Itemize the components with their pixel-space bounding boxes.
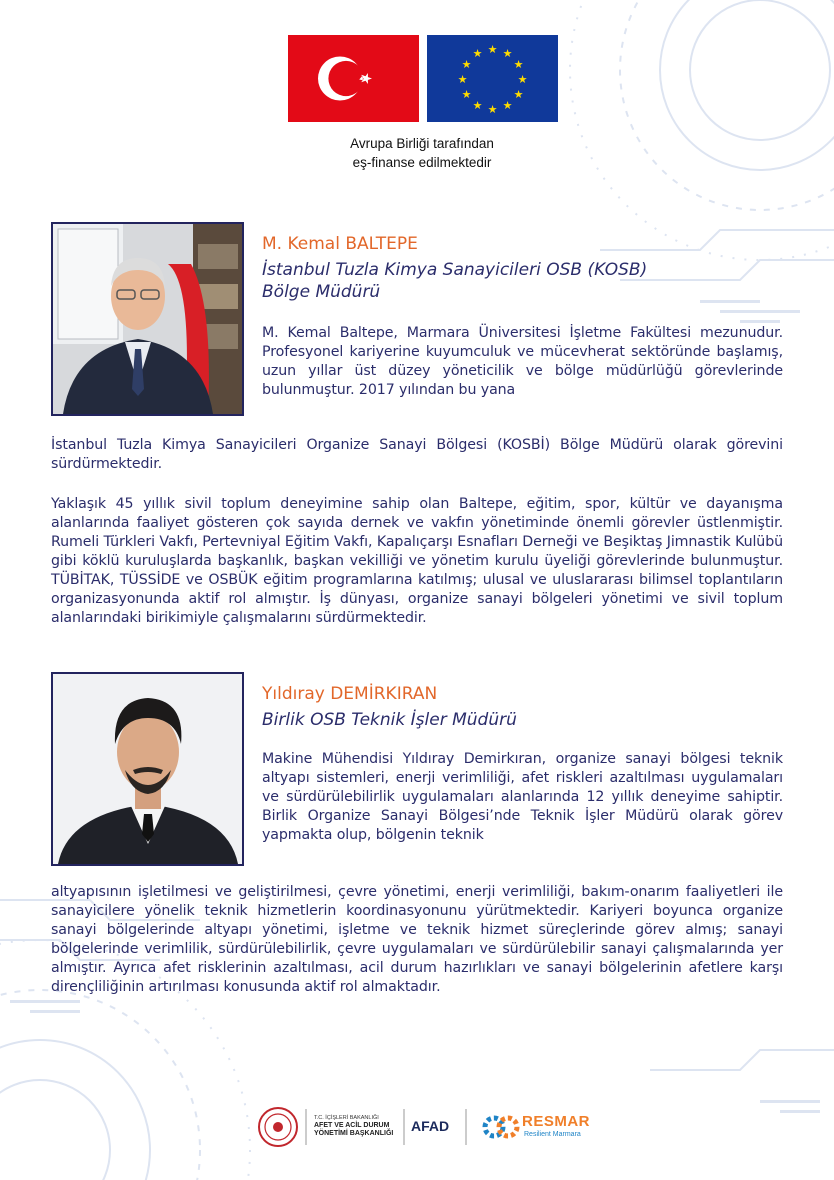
person2-name: Yıldıray DEMİRKIRAN bbox=[262, 684, 438, 704]
ministry-text bbox=[314, 1114, 402, 1138]
person1-photo bbox=[51, 222, 244, 416]
svg-text:★: ★ bbox=[513, 88, 524, 101]
person1-role bbox=[262, 259, 647, 303]
resmar-logo-text: RESMAR bbox=[522, 1113, 591, 1130]
resmar-gear-icon bbox=[485, 1118, 517, 1136]
footer-logos bbox=[256, 1103, 596, 1151]
ministry-line-3: YÖNETİMİ BAŞKANLIĞI bbox=[314, 1130, 394, 1137]
ministry-emblem-icon bbox=[259, 1108, 297, 1146]
person1-name: M. Kemal BALTEPE bbox=[262, 234, 418, 254]
afad-logo-text: AFAD bbox=[411, 1118, 450, 1134]
eu-flag bbox=[427, 35, 558, 122]
cofinance-caption bbox=[280, 134, 564, 172]
cofinance-line-1: Avrupa Birliği tarafından bbox=[350, 136, 494, 151]
header-flags bbox=[288, 35, 558, 122]
person2-bio-intro: Makine Mühendisi Yıldıray Demirkıran, organize sanayi bölgesi teknik altyapı sistemleri, enerji verimliliği, afet riskleri azaltılması uygulamaları ve sürdürülebilirlik uygulamaları alanlarında 12 yıllık deneyime sahiptir. Birlik Organize Sanayi Bölgesi’nde Teknik İşler Müdürü olarak görev yapmakta olup, bölgenin teknik bbox=[262, 751, 783, 843]
svg-text:★: ★ bbox=[517, 73, 528, 86]
resmar-subtitle: Resilient Marmara bbox=[524, 1131, 581, 1138]
svg-text:★: ★ bbox=[461, 58, 472, 71]
person2-bio-continued: altyapısının işletilmesi ve geliştirilmesi, çevre yönetimi, enerji verimliliği, bakım-onarım faaliyetleri ile sanayicilere yönelik teknik hizmetlerin koordinasyonunu yürütmektedir. Kariyeri boyunca organize sanayi bölgelerinde altyapı yönetimi, işletme ve teknik hizmet süreçlerinde görev almış; sanayi bölgelerinde verimlilik, sürdürülebilirlik, çevre uygulamaları ve sürdürülebilir sanayi çalışmalarında yer almıştır. Ayrıca afet risklerinin azaltılması, acil durum hazırlıkları ve sanayi bölgelerinin afetlere karşı dirençliliğinin artırılması konusunda aktif rol almaktadır. bbox=[51, 884, 783, 995]
svg-text:★: ★ bbox=[472, 47, 483, 60]
person2-role bbox=[262, 709, 517, 731]
crescent-star-icon bbox=[288, 35, 419, 122]
svg-text:★: ★ bbox=[502, 99, 513, 112]
svg-text:★: ★ bbox=[461, 88, 472, 101]
portrait-illustration-2 bbox=[53, 674, 242, 864]
svg-text:★: ★ bbox=[472, 99, 483, 112]
person1-role-line-1: İstanbul Tuzla Kimya Sanayicileri OSB (KOSB) bbox=[262, 260, 648, 280]
svg-text:★: ★ bbox=[457, 73, 468, 86]
person2-role-line-1: Birlik OSB Teknik İşler Müdürü bbox=[262, 710, 517, 730]
person1-role-line-2: Bölge Müdürü bbox=[262, 282, 381, 302]
ministry-line-1: T.C. İÇİŞLERİ BAKANLIĞI bbox=[314, 1115, 379, 1121]
person1-bio-intro: M. Kemal Baltepe, Marmara Üniversitesi İşletme Fakültesi mezunudur. Profesyonel kariyerine kuyumculuk ve mücevherat sektöründe başlamış, uzun yıllar üst düzey yöneticilik ve bölge müdürlüğü görevlerinde bulunmuştur. 2017 yılından bu yana bbox=[262, 325, 783, 398]
eu-stars-icon bbox=[427, 35, 558, 122]
svg-text:★: ★ bbox=[513, 58, 524, 71]
person1-bio-continued: İstanbul Tuzla Kimya Sanayicileri Organize Sanayi Bölgesi (KOSBİ) Bölge Müdürü olarak görevini sürdürmektedir. bbox=[51, 437, 783, 472]
svg-text:★: ★ bbox=[487, 103, 498, 116]
svg-text:★: ★ bbox=[502, 47, 513, 60]
person2-photo bbox=[51, 672, 244, 866]
turkey-flag bbox=[288, 35, 419, 122]
svg-text:★: ★ bbox=[487, 43, 498, 56]
person1-bio-paragraph-2: Yaklaşık 45 yıllık sivil toplum deneyimine sahip olan Baltepe, eğitim, spor, kültür ve dayanışma alanlarında faaliyet gösteren çok sayıda dernek ve vakfın yönetiminde önemli görevler üstlenmiştir. Rumeli Türkleri Vakfı, Pertevniyal Eğitim Vakfı, Kapalıçarşı Esnafları Derneği ve Beşiktaş Jimnastik Kulübü gibi köklü kuruluşlarda başkanlık, başkan vekilliği ve yönetim kurulu üyeliği görevlerinde bulunmuştur. TÜBİTAK, TÜSSİDE ve OSBÜK eğitim programlarına katılmış; ulusal ve uluslararası bilimsel toplantıların organizasyonunda aktif rol almıştır. İş dünyası, organize sanayi bölgeleri yönetimi ve sivil toplum alanlarındaki birikimiyle çalışmalarını sürdürmektedir. bbox=[51, 496, 783, 626]
portrait-illustration-1 bbox=[53, 224, 242, 414]
ministry-line-2: AFET VE ACİL DURUM bbox=[314, 1122, 390, 1129]
cofinance-line-2: eş-finanse edilmektedir bbox=[352, 155, 492, 170]
